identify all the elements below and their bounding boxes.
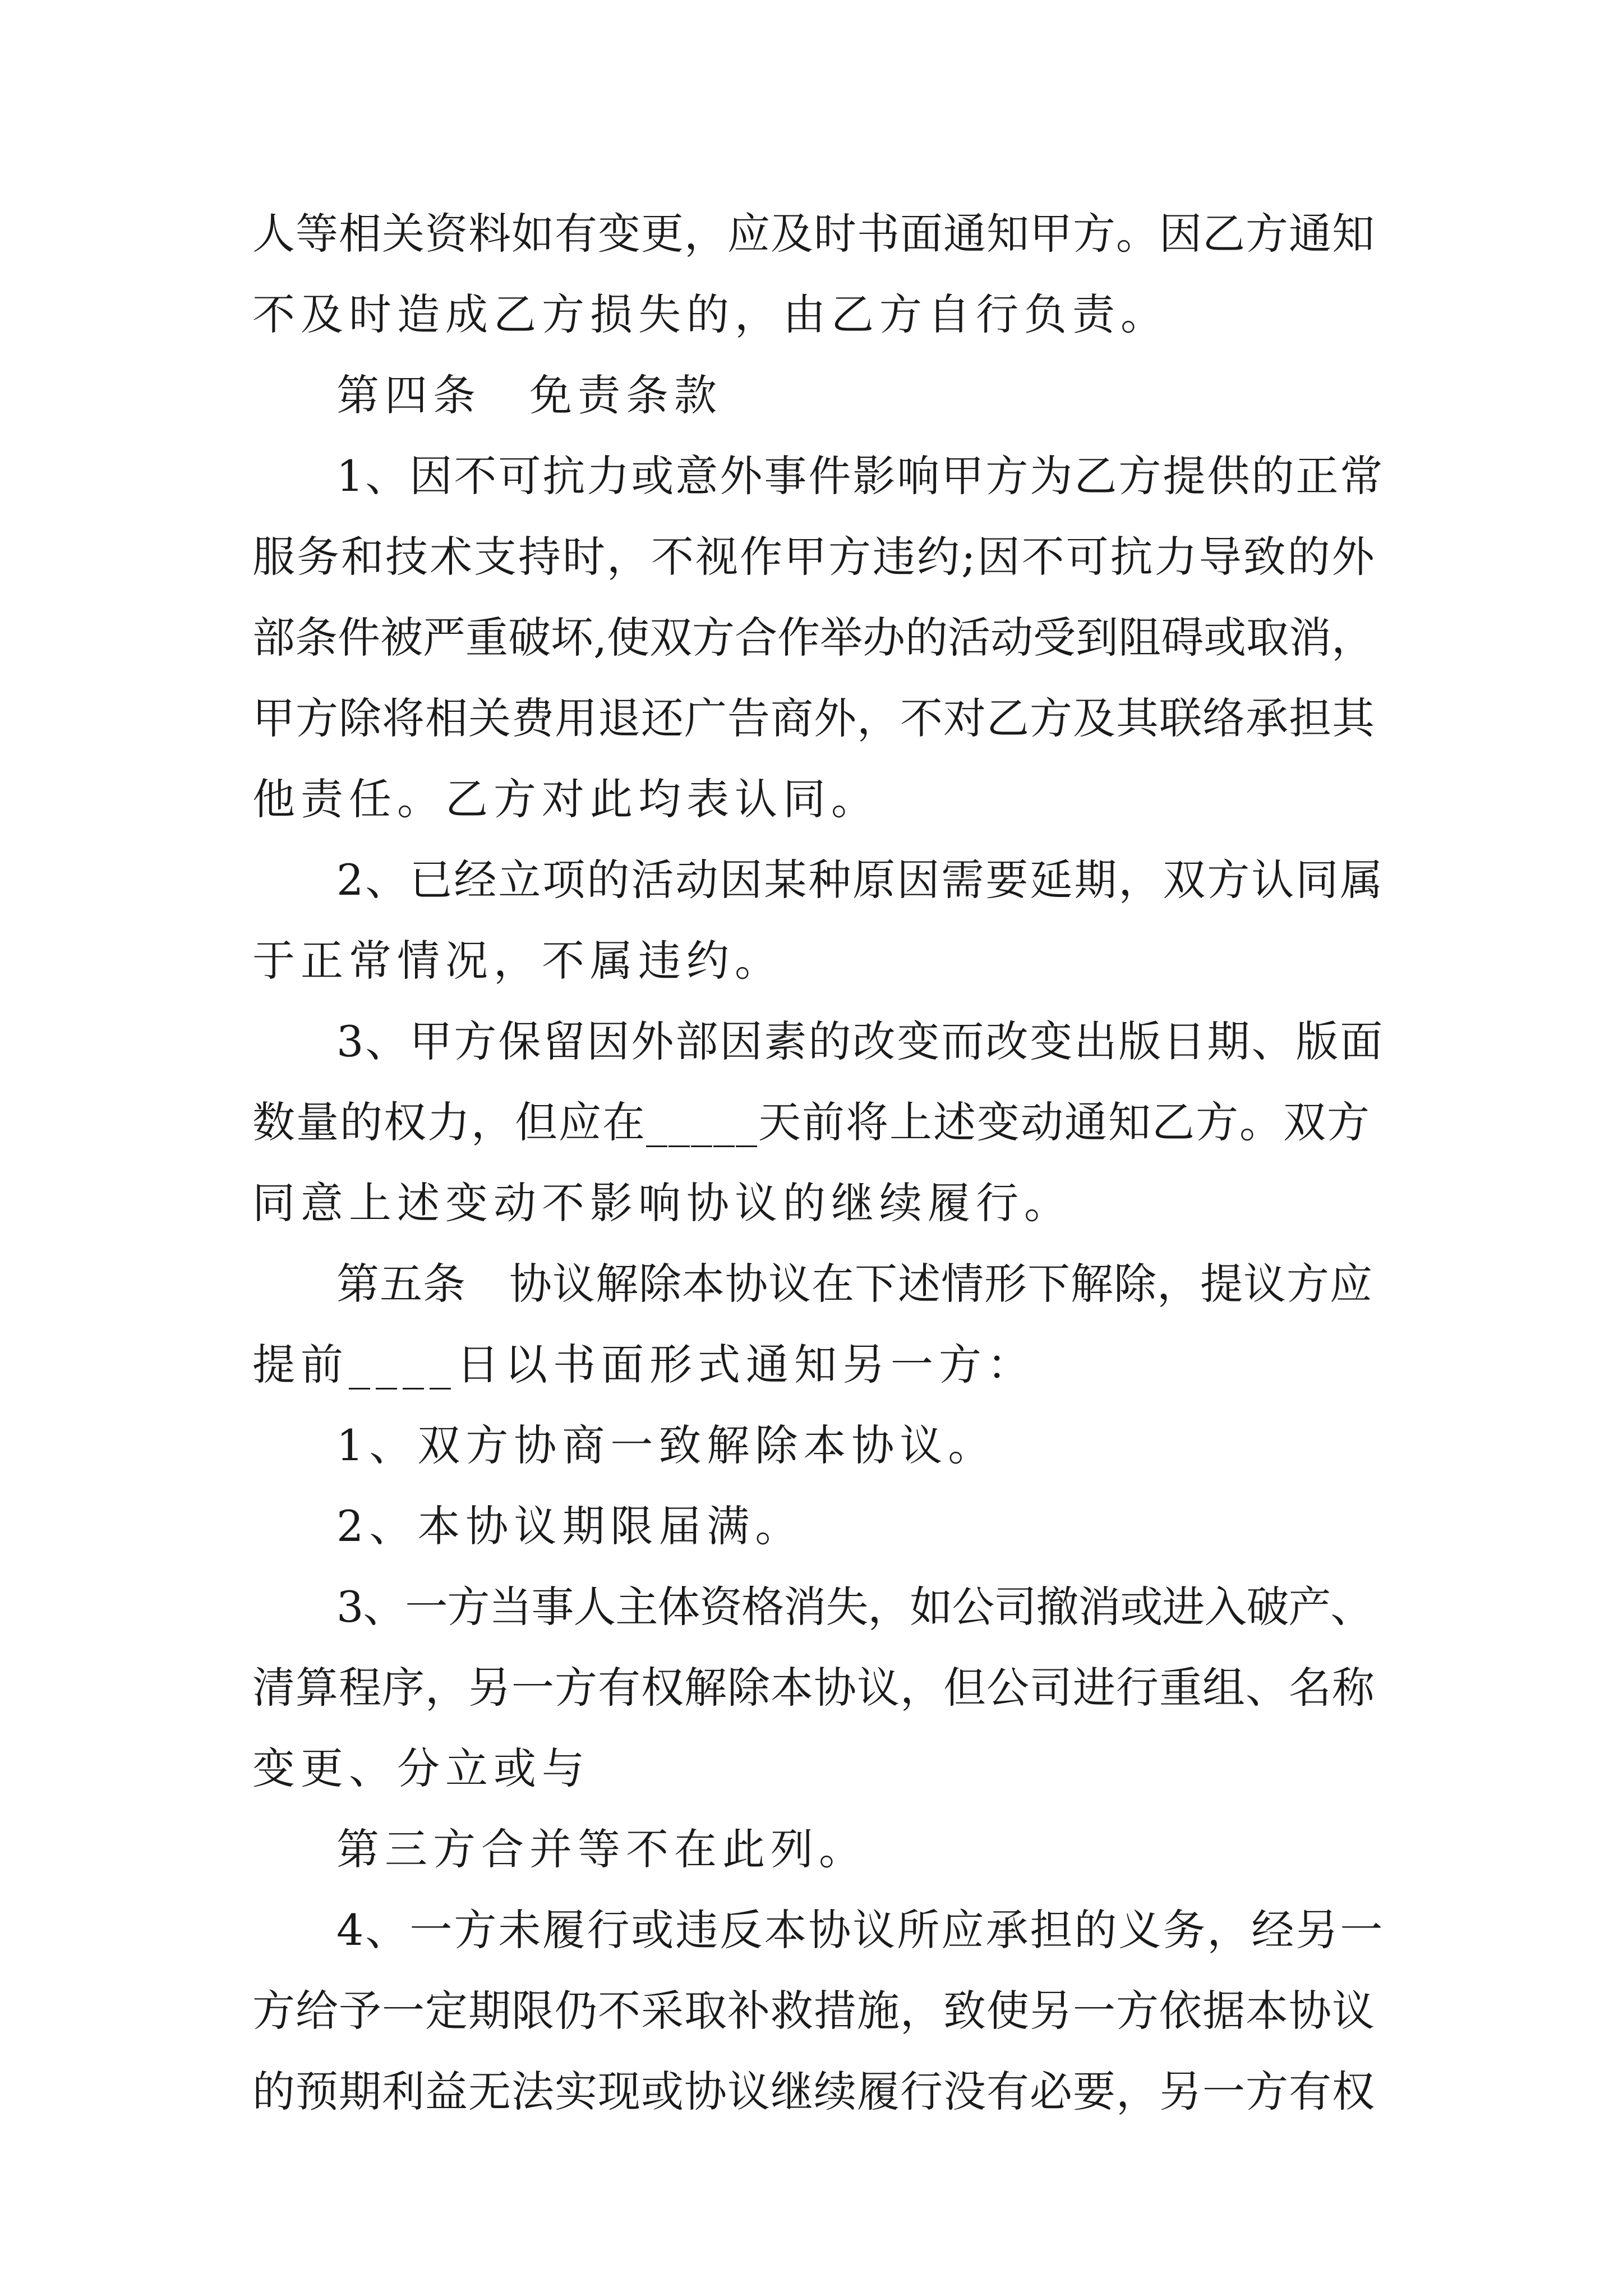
text-line-7: 甲方除将相关费用退还广告商外，不对乙方及其联络承担其 (252, 693, 1375, 743)
text-line-20: 变更、分立或与 (252, 1743, 590, 1793)
text-line-17: 2、本协议期限届满。 (336, 1501, 804, 1551)
text-line-16: 1、双方协商一致解除本协议。 (336, 1420, 997, 1470)
text-line-6: 部条件被严重破坏,使双方合作举办的活动受到阻碍或取消， (252, 613, 1375, 662)
text-line-12: 数量的权力，但应在_____天前将上述变动通知乙方。双方 (252, 1097, 1371, 1147)
text-line-4: 1、因不可抗力或意外事件影响甲方为乙方提供的正常 (336, 451, 1385, 501)
text-line-18: 3、一方当事人主体资格消失，如公司撤消或进入破产、 (336, 1582, 1373, 1632)
document-body (252, 194, 1385, 2132)
text-line-13: 同意上述变动不影响协议的继续履行。 (252, 1178, 1072, 1228)
text-line-24: 的预期利益无法实现或协议继续履行没有必要，另一方有权 (252, 2067, 1375, 2116)
article-4-heading: 第四条 免责条款 (336, 370, 722, 420)
text-line-5: 服务和技术支持时，不视作甲方违约;因不可抗力导致的外 (252, 532, 1376, 582)
text-line-11: 3、甲方保留因外部因素的改变而改变出版日期、版面 (336, 1016, 1385, 1066)
text-line-23: 方给予一定期限仍不采取补救措施，致使另一方依据本协议 (252, 1986, 1375, 2036)
text-line-9: 2、已经立项的活动因某种原因需要延期，双方认同属 (336, 855, 1385, 905)
text-line-19: 清算程序，另一方有权解除本协议，但公司进行重组、名称 (252, 1663, 1375, 1713)
text-line-10: 于正常情况，不属违约。 (252, 936, 783, 986)
text-line-8: 他责任。乙方对此均表认同。 (252, 774, 879, 824)
text-line-22: 4、一方未履行或违反本协议所应承担的义务，经另一 (336, 1905, 1385, 1955)
text-line-1: 人等相关资料如有变更，应及时书面通知甲方。因乙方通知 (252, 209, 1375, 259)
text-line-21: 第三方合并等不在此列。 (336, 1824, 867, 1874)
article-5-heading: 第五条 协议解除本协议在下述情形下解除，提议方应 (336, 1259, 1373, 1309)
text-line-15: 提前____日以书面形式通知另一方： (252, 1340, 1035, 1389)
text-line-2: 不及时造成乙方损失的，由乙方自行负责。 (252, 289, 1169, 339)
